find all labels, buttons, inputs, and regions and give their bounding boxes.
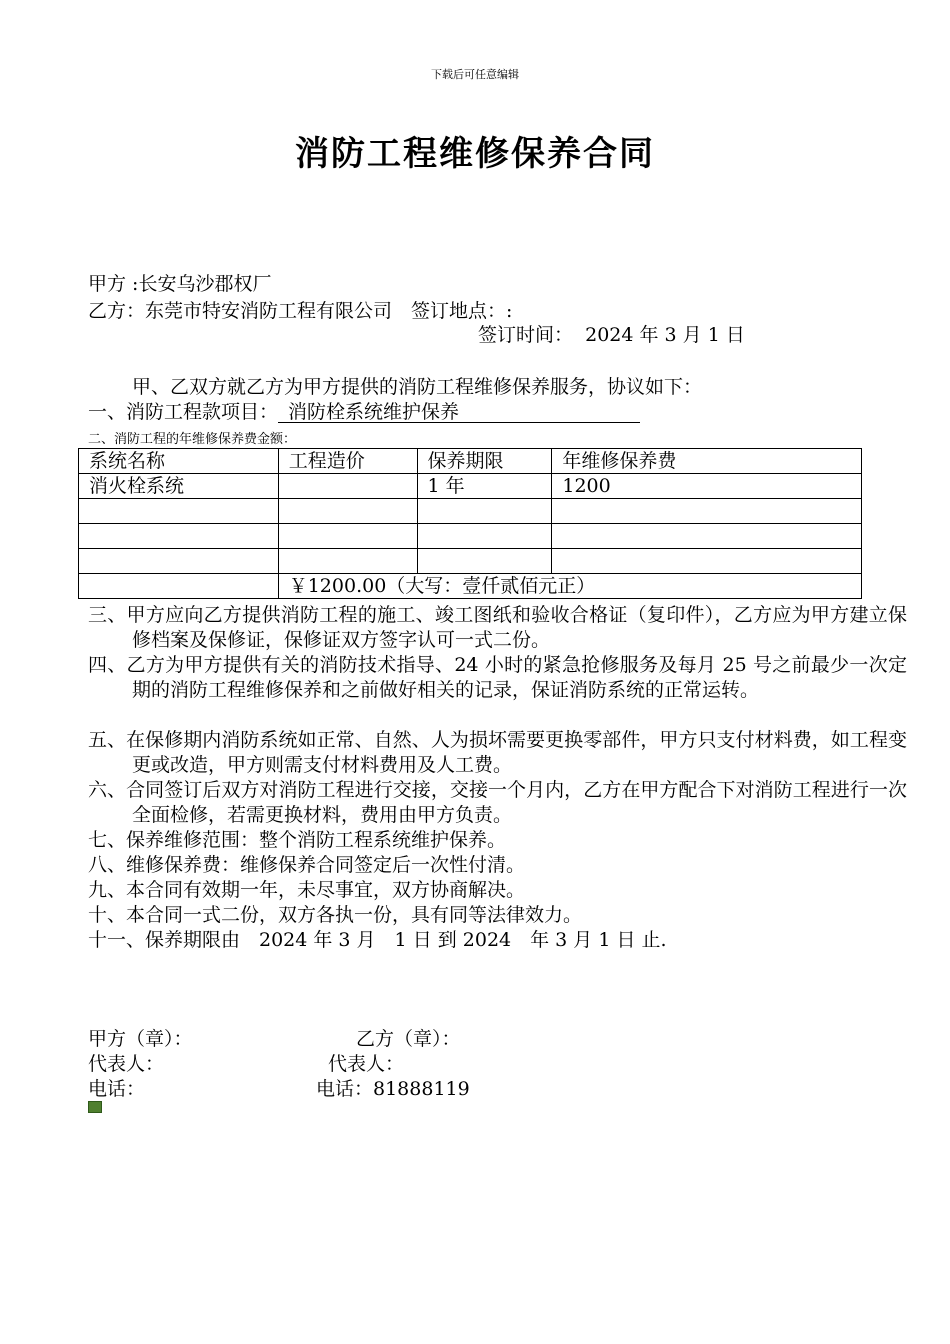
item1-value: 消防栓系统维护保养 bbox=[278, 402, 640, 423]
header-system-name: 系统名称 bbox=[79, 449, 279, 474]
table-cell bbox=[278, 474, 417, 499]
table-cell: 1 年 bbox=[417, 474, 552, 499]
table-cell bbox=[79, 499, 279, 524]
clause-3: 三、甲方应向乙方提供消防工程的施工、竣工图纸和验收合格证（复印件），乙方应为甲方建立保修档案及保修证，保修证双方签字认可一式二份。 bbox=[88, 604, 907, 651]
header-note: 下载后可任意编辑 bbox=[431, 68, 519, 81]
table-row bbox=[79, 499, 862, 524]
table-row bbox=[79, 474, 862, 499]
item2-label: 二、消防工程的年维修保养费金额： bbox=[88, 432, 297, 447]
table-total-spacer bbox=[79, 574, 279, 599]
party-a: 甲方 :长安乌沙郡权厂 bbox=[88, 273, 272, 295]
table-cell bbox=[552, 524, 862, 549]
clause-5: 五、在保修期内消防系统如正常、自然、人为损坏需要更换零部件，甲方只支付材料费，如工程变更或改造，甲方则需支付材料费用及人工费。 bbox=[88, 729, 907, 776]
table-cell: 1200 bbox=[552, 474, 862, 499]
sign-date: 2024 年 3 月 1 日 bbox=[585, 324, 745, 346]
table-cell bbox=[417, 549, 552, 574]
table-total: ￥1200.00（大写：壹仟贰佰元正） bbox=[278, 574, 861, 599]
clause-10: 十、本合同一式二份，双方各执一份，具有同等法律效力。 bbox=[88, 904, 583, 926]
header-term: 保养期限 bbox=[417, 449, 552, 474]
table-cell bbox=[552, 549, 862, 574]
table-cell bbox=[278, 524, 417, 549]
clause-8: 八、维修保养费：维修保养合同签定后一次性付清。 bbox=[88, 854, 526, 876]
table-cell bbox=[552, 499, 862, 524]
clause-4: 四、乙方为甲方提供有关的消防技术指导、24 小时的紧急抢修服务及每月 25 号之前最少一次定期的消防工程维修保养和之前做好相关的记录，保证消防系统的正常运转。 bbox=[88, 654, 907, 701]
table-cell bbox=[79, 549, 279, 574]
intro: 甲、乙双方就乙方为甲方提供的消防工程维修保养服务，协议如下： bbox=[132, 376, 703, 398]
table-cell bbox=[278, 499, 417, 524]
item1-label: 一、消防工程款项目： bbox=[88, 401, 279, 423]
table-cell: 消火栓系统 bbox=[79, 474, 279, 499]
table-header-row bbox=[79, 449, 862, 474]
sign-time-label: 签订时间： bbox=[478, 324, 574, 346]
party-b-phone: 电话：81888119 bbox=[316, 1078, 470, 1100]
table-cell bbox=[417, 524, 552, 549]
party-b: 乙方：东莞市特安消防工程有限公司 签订地点：: bbox=[88, 300, 513, 322]
table-row bbox=[79, 549, 862, 574]
clause-11: 十一、保养期限由 2024 年 3 月 1 日 到 2024 年 3 月 1 日 止. bbox=[88, 929, 667, 951]
party-a-seal: 甲方（章）： bbox=[88, 1028, 193, 1050]
table-cell bbox=[278, 549, 417, 574]
sign-time bbox=[478, 323, 745, 348]
small-image-icon bbox=[88, 1101, 102, 1113]
clause-6: 六、合同签订后双方对消防工程进行交接，交接一个月内，乙方在甲方配合下对消防工程进行一次全面检修，若需更换材料，费用由甲方负责。 bbox=[88, 779, 907, 826]
party-b-seal: 乙方（章）： bbox=[356, 1028, 461, 1050]
header-annual-fee: 年维修保养费 bbox=[552, 449, 862, 474]
party-a-phone: 电话： bbox=[88, 1078, 146, 1100]
party-a-rep: 代表人： bbox=[88, 1053, 165, 1075]
table-total-row bbox=[79, 574, 862, 599]
table-row bbox=[79, 524, 862, 549]
clause-7: 七、保养维修范围：整个消防工程系统维护保养。 bbox=[88, 829, 507, 851]
fee-table bbox=[78, 448, 862, 599]
item1 bbox=[88, 400, 640, 425]
table-cell bbox=[417, 499, 552, 524]
party-b-rep: 代表人： bbox=[328, 1053, 405, 1075]
document-title: 消防工程维修保养合同 bbox=[295, 134, 655, 174]
clause-9: 九、本合同有效期一年，未尽事宜，双方协商解决。 bbox=[88, 879, 526, 901]
table-cell bbox=[79, 524, 279, 549]
header-cost: 工程造价 bbox=[278, 449, 417, 474]
